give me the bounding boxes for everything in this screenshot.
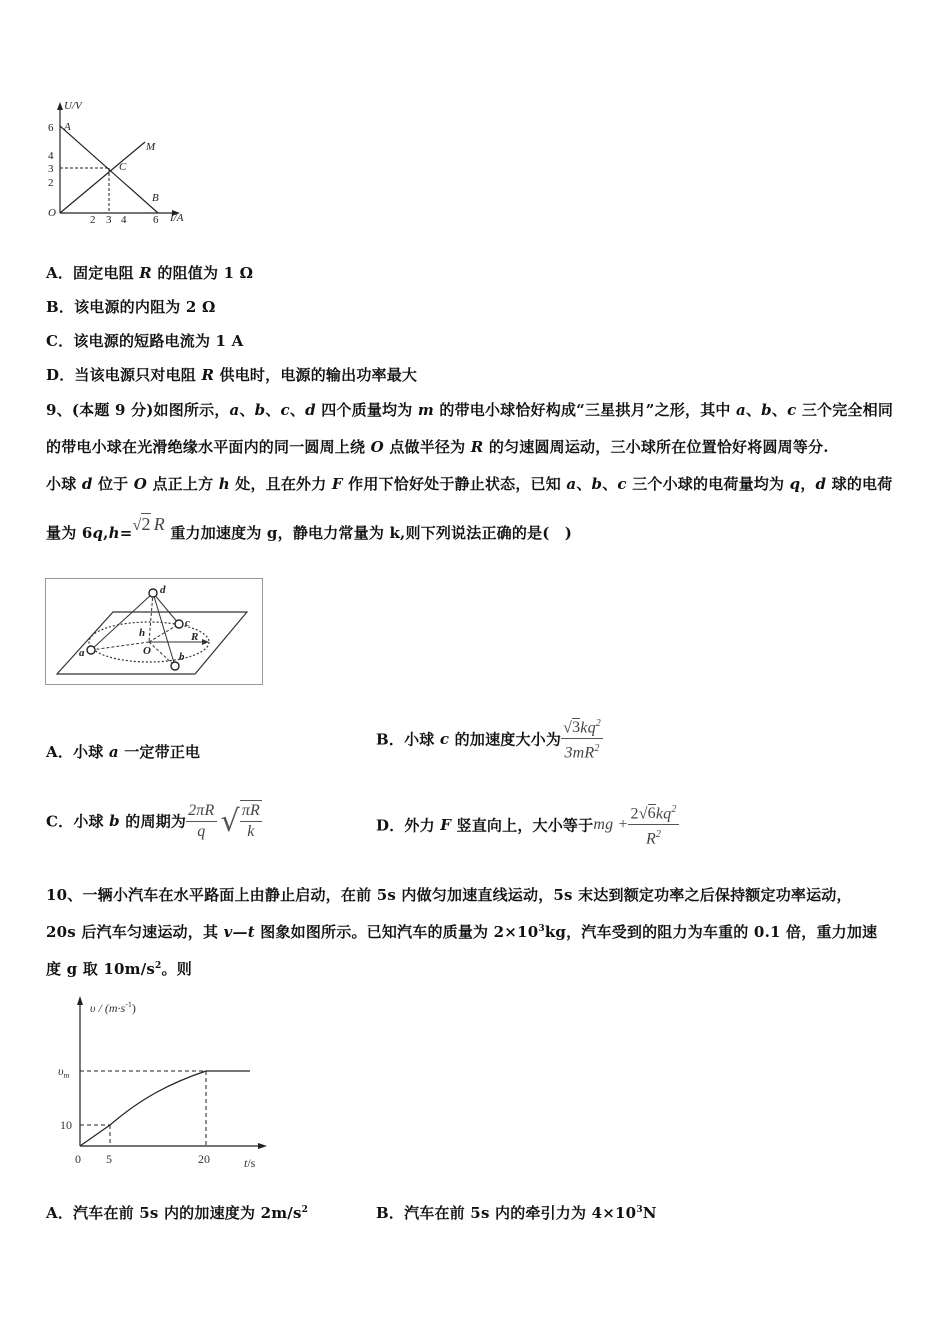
y-tick: 4 — [48, 150, 54, 162]
svg-text:d: d — [160, 584, 166, 596]
svg-text:c: c — [185, 617, 190, 629]
q9-option-a[interactable]: A．小球 a 一定带正电 — [46, 743, 201, 761]
ui-graph — [40, 98, 200, 233]
x-tick: 2 — [90, 214, 96, 226]
q10-stem-line1: 10、一辆小汽车在水平路面上由静止启动，在前 5s 内做匀加速直线运动，5s 末达到额定功率之后保持额定功率运动， — [46, 886, 852, 904]
point-b-label: B — [152, 192, 159, 204]
vt-y-label: $\upsilon / (m\cdot s^{-1})$ — [90, 1000, 136, 1015]
q8-option-b[interactable]: B．该电源的内阻为 2 Ω — [46, 298, 216, 316]
x-tick: 3 — [106, 214, 112, 226]
x-tick: 4 — [121, 214, 127, 226]
vt-y-tick: 10 — [60, 1118, 72, 1132]
vt-x-tick: 5 — [106, 1152, 112, 1166]
three-stars-figure — [45, 578, 263, 685]
fraction: $\frac{2\pi R}{q}$ — [188, 801, 215, 840]
vt-x-origin: 0 — [75, 1152, 81, 1166]
u-axis-label: U/V — [64, 100, 82, 112]
q9-stem-line1: 9、(本题 9 分)如图所示，a、b、c、d 四个质量均为 m 的带电小球恰好构成“三星拱月”之形，其中 a、b、c 三个完全相同 — [46, 401, 894, 419]
point-c-label: C — [119, 161, 127, 173]
q9-stem-line4: 量为 6q,h=√2 R 重力加速度为 g，静电力常量为 k,则下列说法正确的是( ) — [46, 514, 573, 542]
ball-b — [171, 662, 179, 670]
fraction: $\frac{√3kq^2}{3mR^2}$ — [561, 714, 603, 764]
q9-option-b[interactable]: B．小球 c 的加速度大小为 $\frac{√3kq^2}{3mR^2}$ — [376, 714, 603, 764]
svg-text:R: R — [191, 631, 199, 643]
q8-option-a[interactable]: A．固定电阻 R 的阻值为 1 Ω — [46, 264, 254, 282]
q9-option-c[interactable]: C．小球 b 的周期为 $\frac{2\pi R}{q}$ √ $\frac{\pi R}{k}$ — [46, 801, 261, 840]
vt-linear-segment — [80, 1125, 110, 1146]
svg-text:b: b — [179, 651, 185, 663]
q9-stem-line2: 的带电小球在光滑绝缘水平面内的同一圆周上绕 O 点做半径为 R 的匀速圆周运动，三小球所在位置恰好将圆周等分. — [46, 438, 829, 456]
vt-chart — [50, 993, 275, 1178]
q9-stem-line3: 小球 d 位于 O 点正上方 h 处，且在外力 F 作用下恰好处于静止状态，已知 a、b、c 三个小球的电荷量均为 q，d 球的电荷 — [46, 475, 893, 493]
ball-a — [87, 646, 95, 654]
q8-option-d[interactable]: D．当该电源只对电阻 R 供电时，电源的输出功率最大 — [46, 366, 418, 384]
q10-option-a[interactable]: A．汽车在前 5s 内的加速度为 $2m/s^2$ — [46, 1204, 309, 1222]
ball-c — [175, 620, 183, 628]
svg-text:h: h — [139, 627, 146, 639]
x-tick: 6 — [153, 214, 159, 226]
fraction: $\frac{\pi R}{k}$ — [241, 802, 261, 840]
line-m-label: M — [146, 141, 156, 153]
vt-curve-segment — [110, 1071, 206, 1125]
ball-d — [149, 589, 157, 597]
q10-option-b[interactable]: B．汽车在前 5s 内的牵引力为 $4\times 10^3N$ — [376, 1204, 657, 1222]
y-tick: 6 — [48, 122, 54, 134]
svg-text:a: a — [79, 647, 85, 659]
q9-option-d[interactable]: D．外力 F 竖直向上，大小等于mg + $\frac{2√6kq^2}{R^2}$ — [376, 800, 679, 850]
q8-option-c[interactable]: C．该电源的短路电流为 1 A — [46, 332, 244, 350]
q10-stem-line2: 20s 后汽车匀速运动，其 v—t 图象如图所示。已知汽车的质量为 $2\times 10^3kg$，汽车受到的阻力为车重的 0.1 倍，重力加速 — [46, 923, 878, 941]
point-a-label: A — [64, 121, 71, 133]
q10-stem-line3: 度 g 取 $10m/s^2$。则 — [46, 960, 192, 978]
vt-vm-label: $\upsilon_m$ — [58, 1064, 70, 1080]
line-om — [60, 142, 145, 213]
y-tick: 2 — [48, 177, 54, 189]
svg-text:O: O — [143, 645, 151, 657]
origin-label: O — [48, 207, 56, 219]
vt-x-label: t/s — [244, 1156, 256, 1170]
i-axis-label: I/A — [170, 212, 184, 224]
y-tick: 3 — [48, 163, 54, 175]
vt-x-tick: 20 — [198, 1152, 210, 1166]
fraction: $\frac{2√6kq^2}{R^2}$ — [628, 800, 678, 850]
